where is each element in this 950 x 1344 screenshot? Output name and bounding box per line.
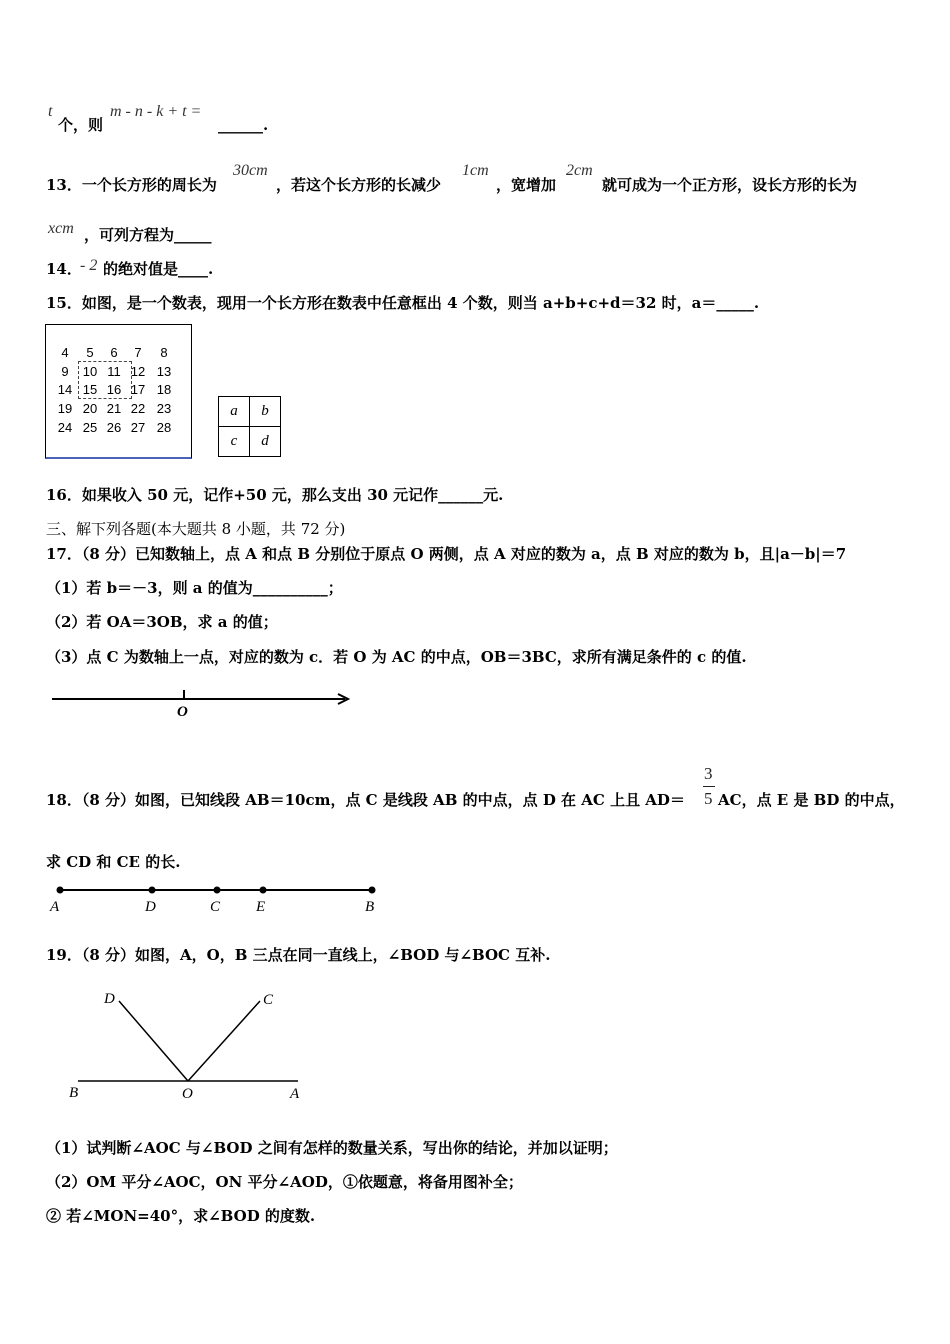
q14-text: 的绝对值是____. [103, 260, 214, 278]
ray-od [119, 1001, 188, 1081]
grid-number: 8 [160, 345, 168, 360]
grid-number: 24 [57, 420, 73, 435]
segment-figure [46, 880, 386, 920]
grid-number: 28 [156, 420, 172, 435]
q16-text: 16．如果收入 50 元，记作+50 元，那么支出 30 元记作______元. [46, 486, 504, 504]
grid-number: 12 [130, 364, 146, 379]
grid-number: 7 [134, 345, 142, 360]
origin-label: O [177, 704, 188, 720]
q13-t3: ，宽增加 [496, 176, 557, 194]
point-d [149, 887, 156, 894]
cell-d: d [250, 427, 281, 457]
label-a: A [290, 1086, 300, 1102]
grid-number: 4 [61, 345, 69, 360]
grid-number: 19 [57, 401, 73, 416]
q12-expr: m - n - k + t = [110, 103, 202, 120]
q13-num: 13．一个长方形的周长为 [46, 176, 217, 194]
q14-num: 14． [46, 260, 82, 278]
q14-m: - 2 [80, 257, 98, 274]
q17-p2: （2）若 OA＝3OB，求 a 的值； [46, 613, 278, 631]
grid-number: 22 [130, 401, 146, 416]
frac-den: 5 [704, 789, 713, 808]
q19-p1: （1）试判断∠AOC 与∠BOD 之间有怎样的数量关系，写出你的结论，并加以证明； [46, 1139, 618, 1157]
grid-number: 21 [106, 401, 122, 416]
var-t: t [48, 103, 53, 120]
grid-number: 27 [130, 420, 146, 435]
ray-oc [188, 1001, 260, 1081]
grid-number: 11 [107, 364, 121, 379]
q15-text: 15．如图，是一个数表，现用一个长方形在数表中任意框出 4 个数，则当 a+b+c+d＝32 时，a＝_____. [46, 294, 760, 312]
q13-m2: 1cm [462, 162, 489, 179]
cell-c: c [219, 427, 250, 457]
number-table [45, 324, 192, 459]
point-e [260, 887, 267, 894]
grid-number: 18 [156, 382, 172, 397]
q13-m3: 2cm [566, 162, 593, 179]
grid-number: 14 [57, 382, 73, 397]
q18-stem-b: AC，点 E 是 BD 的中点， [718, 791, 905, 809]
grid-number: 5 [86, 345, 94, 360]
number-line [50, 682, 360, 722]
grid-number: 10 [82, 364, 98, 379]
grid-number: 16 [106, 382, 122, 397]
point-b [369, 887, 376, 894]
grid-number: 13 [156, 364, 172, 379]
q13-t5: ，可列方程为_____ [84, 226, 212, 244]
label-o: O [182, 1086, 193, 1102]
grid-number: 15 [82, 382, 98, 397]
section-title: 三、解下列各题(本大题共 8 小题，共 72 分) [46, 520, 346, 538]
q19-stem: 19．（8 分）如图，A，O，B 三点在同一直线上，∠BOD 与∠BOC 互补. [46, 946, 551, 964]
grid-number: 23 [156, 401, 172, 416]
grid-number: 25 [82, 420, 98, 435]
q19-p3: ② 若∠MON=40°，求∠BOD 的度数. [46, 1207, 316, 1225]
cell-a: a [219, 397, 250, 427]
abcd-table [218, 396, 281, 457]
q19-p2: （2）OM 平分∠AOC，ON 平分∠AOD，①依题意，将备用图补全； [46, 1173, 523, 1191]
q18-stem-a: 18．（8 分）如图，已知线段 AB＝10cm，点 C 是线段 AB 的中点，点 D 在 AC 上且 AD＝ [46, 791, 685, 809]
label-b: B [69, 1085, 79, 1101]
q17-p3: （3）点 C 为数轴上一点，对应的数为 c．若 O 为 AC 的中点，OB＝3BC，求所有满足条件的 c 的值. [46, 648, 747, 666]
label-d: D [145, 899, 156, 915]
q12-text: 个，则 [58, 116, 104, 134]
cell-b: b [250, 397, 281, 427]
q13-t2: ，若这个长方形的长减少 [276, 176, 442, 194]
point-c [214, 887, 221, 894]
grid-number: 26 [106, 420, 122, 435]
label-c: C [263, 992, 274, 1008]
q12-blank: ______. [218, 116, 269, 134]
q13-t4: 就可成为一个正方形，设长方形的长为 [602, 176, 858, 194]
frac-num: 3 [704, 764, 713, 783]
label-c: C [210, 899, 221, 915]
label-e: E [256, 899, 266, 915]
grid-number: 9 [61, 364, 69, 379]
q13-m1: 30cm [233, 162, 268, 179]
label-d: D [104, 991, 115, 1007]
q18-line2: 求 CD 和 CE 的长. [46, 853, 181, 871]
grid-number: 17 [130, 382, 146, 397]
label-a: A [50, 899, 60, 915]
q17-p1: （1）若 b＝－3，则 a 的值为__________； [46, 579, 343, 597]
label-b: B [365, 899, 375, 915]
q13-m4: xcm [48, 220, 74, 237]
frac-bar [703, 786, 715, 787]
angle-figure [60, 985, 320, 1110]
point-a [57, 887, 64, 894]
grid-number: 20 [82, 401, 98, 416]
q17-stem: 17．（8 分）已知数轴上，点 A 和点 B 分别位于原点 O 两侧，点 A 对应的数为 a，点 B 对应的数为 b，且|a－b|＝7 [46, 545, 847, 563]
grid-number: 6 [110, 345, 118, 360]
